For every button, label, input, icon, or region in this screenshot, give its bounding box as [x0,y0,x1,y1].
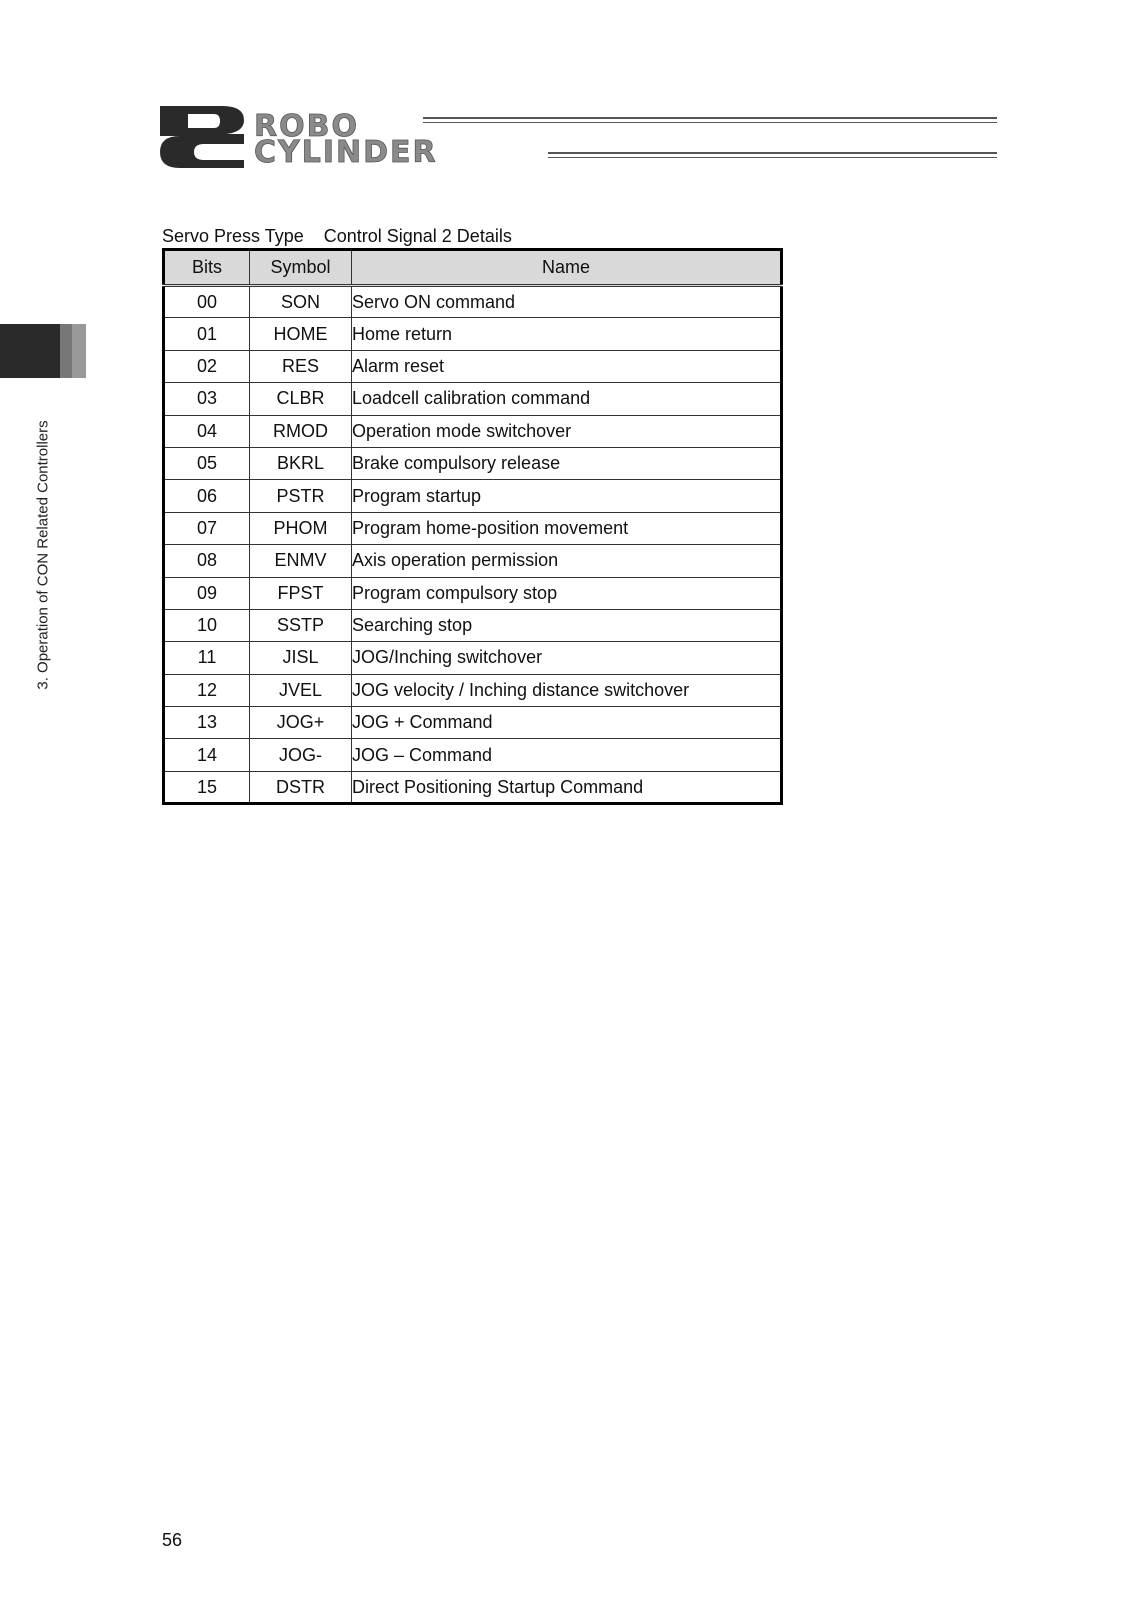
cell-name: Loadcell calibration command [352,383,782,415]
cell-symbol: PHOM [250,512,352,544]
column-header-symbol: Symbol [250,250,352,286]
cell-symbol: JOG+ [250,707,352,739]
cell-bits: 02 [164,350,250,382]
cell-bits: 12 [164,674,250,706]
table-row [164,609,782,641]
robo-cylinder-logo [160,106,1000,170]
table-row [164,415,782,447]
table-row [164,674,782,706]
cell-symbol: RMOD [250,415,352,447]
cell-bits: 03 [164,383,250,415]
table-row [164,350,782,382]
table-row [164,642,782,674]
cell-bits: 10 [164,609,250,641]
header-rule-bottom [548,152,997,158]
cell-name: JOG + Command [352,707,782,739]
cell-bits: 06 [164,480,250,512]
cell-bits: 09 [164,577,250,609]
cell-bits: 00 [164,286,250,318]
column-header-name: Name [352,250,782,286]
cell-name: Program startup [352,480,782,512]
cell-bits: 15 [164,771,250,803]
cell-bits: 11 [164,642,250,674]
table-row [164,286,782,318]
cell-name: JOG/Inching switchover [352,642,782,674]
cell-symbol: BKRL [250,447,352,479]
cell-symbol: DSTR [250,771,352,803]
table-row [164,739,782,771]
table-row [164,771,782,803]
page-number: 56 [162,1530,183,1550]
table-row [164,577,782,609]
table-row [164,318,782,350]
control-signal-table [162,248,783,805]
cell-bits: 05 [164,447,250,479]
table-row [164,383,782,415]
cell-symbol: JISL [250,642,352,674]
cell-symbol: ENMV [250,545,352,577]
cell-bits: 14 [164,739,250,771]
cell-symbol: JOG- [250,739,352,771]
table-caption: Servo Press Type Control Signal 2 Details [162,226,512,246]
cell-bits: 08 [164,545,250,577]
table-row [164,545,782,577]
cell-name: Axis operation permission [352,545,782,577]
cell-name: Direct Positioning Startup Command [352,771,782,803]
cell-name: Searching stop [352,609,782,641]
table-row [164,512,782,544]
table-row [164,707,782,739]
cell-symbol: CLBR [250,383,352,415]
cell-symbol: FPST [250,577,352,609]
chapter-side-label: 3. Operation of CON Related Controllers [34,420,52,690]
cell-bits: 07 [164,512,250,544]
chapter-tab-block [0,324,60,378]
chapter-tab-stripe-light [72,324,86,378]
cell-bits: 01 [164,318,250,350]
cell-name: Program home-position movement [352,512,782,544]
header-rule-top [423,117,997,123]
cell-name: Alarm reset [352,350,782,382]
cell-name: Brake compulsory release [352,447,782,479]
logo-text-robo: ROBO [254,109,359,144]
cell-name: JOG velocity / Inching distance switchover [352,674,782,706]
cell-name: Servo ON command [352,286,782,318]
table-body [164,286,782,804]
cell-symbol: JVEL [250,674,352,706]
table-row [164,447,782,479]
table-row [164,480,782,512]
cell-bits: 04 [164,415,250,447]
logo-text-cylinder: CYLINDER [254,135,438,170]
cell-name: JOG – Command [352,739,782,771]
cell-name: Home return [352,318,782,350]
cell-symbol: HOME [250,318,352,350]
cell-symbol: RES [250,350,352,382]
cell-bits: 13 [164,707,250,739]
chapter-tab-stripe [60,324,72,378]
table-header-row [164,250,782,286]
cell-name: Program compulsory stop [352,577,782,609]
cell-symbol: SON [250,286,352,318]
cell-symbol: PSTR [250,480,352,512]
rc-logo-icon [160,106,1000,170]
cell-name: Operation mode switchover [352,415,782,447]
column-header-bits: Bits [164,250,250,286]
cell-symbol: SSTP [250,609,352,641]
